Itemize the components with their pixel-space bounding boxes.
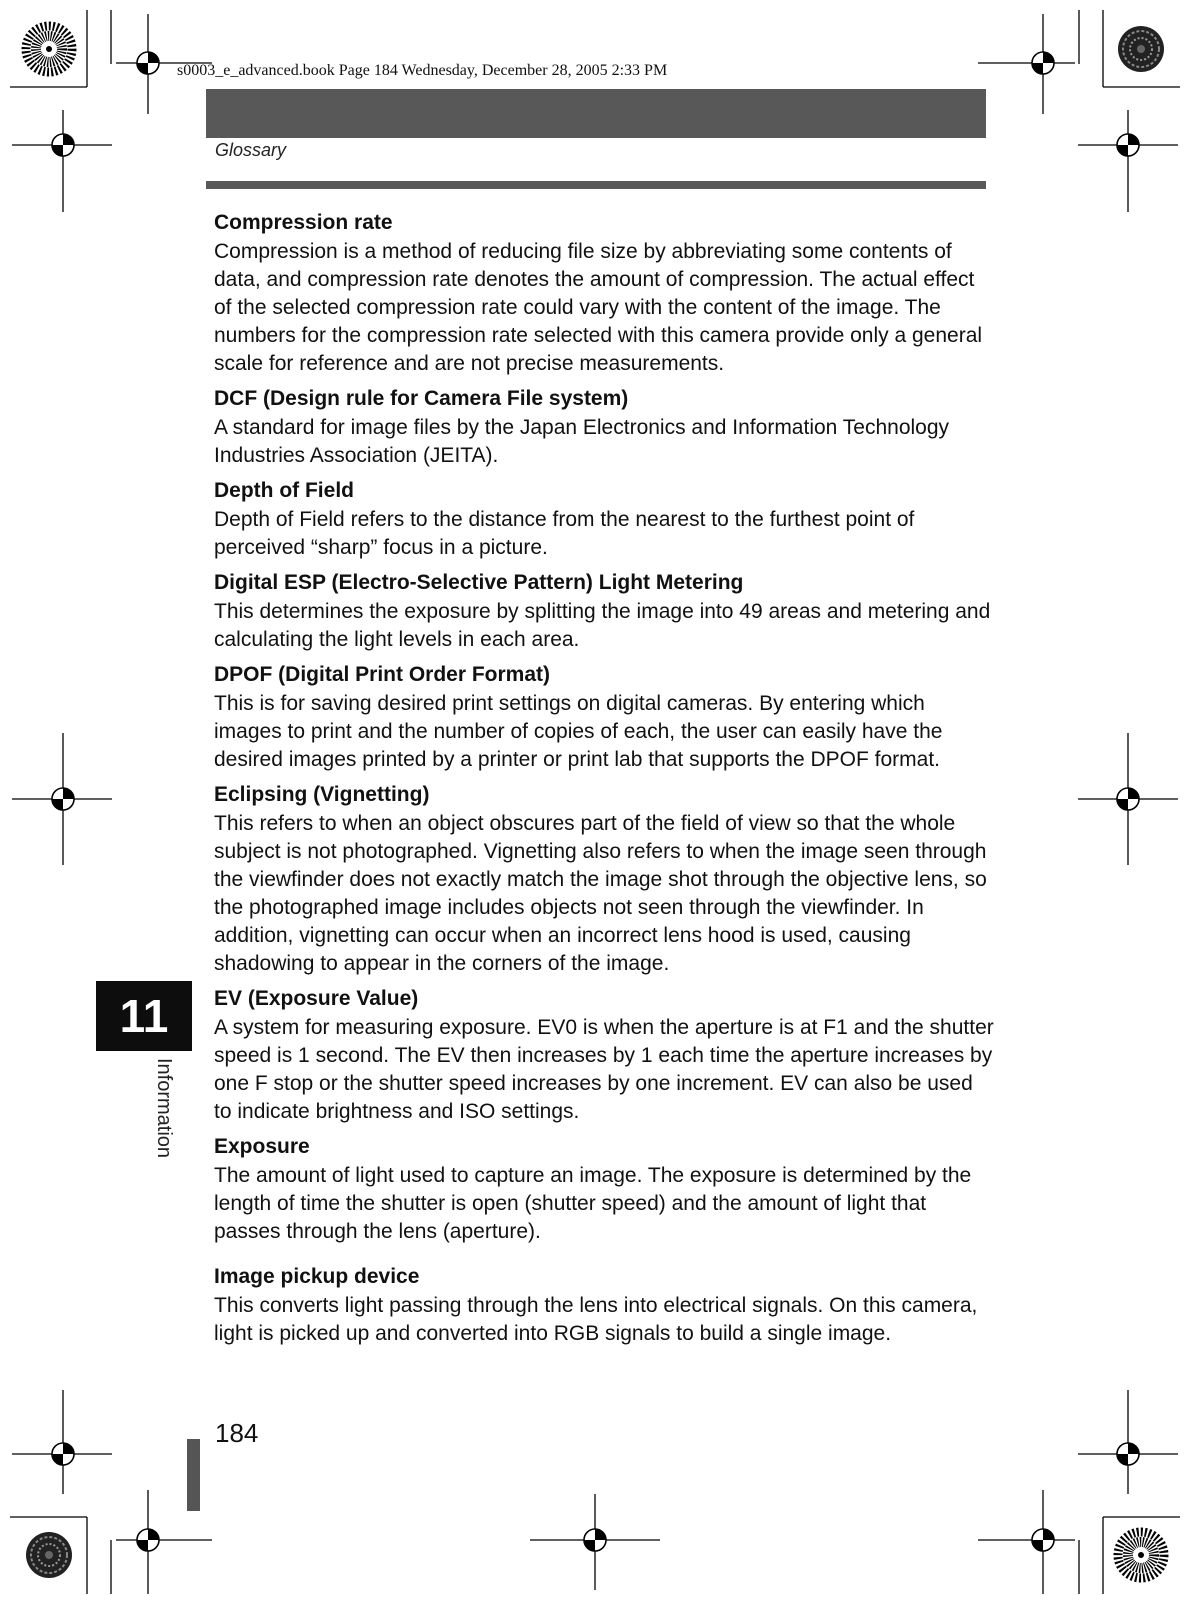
slug-line: s0003_e_advanced.book Page 184 Wednesday, December 28, 2005 2:33 PM <box>177 62 668 79</box>
section-title: Glossary <box>215 140 287 160</box>
page-number-bar <box>187 1439 200 1511</box>
glossary-term: Depth of Field <box>214 479 354 502</box>
glossary-entry <box>214 477 994 562</box>
glossary-term: Compression rate <box>214 211 393 234</box>
glossary-definition: Depth of Field refers to the distance from the nearest to the furthest point of perceived “sharp” focus in a picture. <box>214 508 915 559</box>
chapter-tab-label: Information <box>153 1058 175 1159</box>
glossary-definition: This determines the exposure by splitting the image into 49 areas and metering and calculating the light levels in each area. <box>214 600 991 651</box>
glossary-term: DPOF (Digital Print Order Format) <box>214 663 551 686</box>
glossary-entry <box>214 569 994 654</box>
chapter-tab-number: 11 <box>96 981 192 1051</box>
glossary-entry <box>214 385 994 470</box>
glossary-term: EV (Exposure Value) <box>214 987 419 1010</box>
glossary-definition: This refers to when an object obscures part of the field of view so that the whole subject is not photographed. Vignetting also refers to when the image seen through the viewfinder does not exactly match the image shot through the objective lens, so the photographed image includes objects not seen through the viewfinder. In addition, vignetting can occur when an incorrect lens hood is used, causing shadowing to appear in the corners of the image. <box>214 812 987 975</box>
header-band <box>206 89 986 138</box>
glossary-entry <box>214 781 994 978</box>
glossary-definition: Compression is a method of reducing file size by abbreviating some contents of data, and compression rate denotes the amount of compression. The actual effect of the selected compression rate could vary with the content of the image. The numbers for the compression rate selected with this camera provide only a general scale for reference and are not precise measurements. <box>214 240 983 375</box>
glossary-entry <box>214 985 994 1126</box>
glossary-definition: This converts light passing through the lens into electrical signals. On this camera, light is picked up and converted into RGB signals to build a single image. <box>214 1294 978 1345</box>
page-number: 184 <box>215 1418 259 1448</box>
glossary-content <box>214 209 994 1355</box>
glossary-definition: A system for measuring exposure. EV0 is when the aperture is at F1 and the shutter speed is 1 second. The EV then increases by 1 each time the aperture increases by one F stop or the shutter speed increases by one increment. EV can also be used to indicate brightness and ISO settings. <box>214 1016 994 1123</box>
header-rule <box>206 181 986 189</box>
glossary-term: Eclipsing (Vignetting) <box>214 783 430 806</box>
glossary-term: Digital ESP (Electro-Selective Pattern) Light Metering <box>214 571 744 594</box>
glossary-entry <box>214 1263 994 1348</box>
glossary-definition: A standard for image files by the Japan Electronics and Information Technology Industries Association (JEITA). <box>214 416 950 467</box>
glossary-entry <box>214 661 994 774</box>
glossary-entry <box>214 1133 994 1246</box>
glossary-definition: The amount of light used to capture an image. The exposure is determined by the length of time the shutter is open (shutter speed) and the amount of light that passes through the lens (aperture). <box>214 1164 972 1243</box>
glossary-entry <box>214 209 994 378</box>
glossary-definition: This is for saving desired print settings on digital cameras. By entering which images to print and the number of copies of each, the user can easily have the desired images printed by a printer or print lab that supports the DPOF format. <box>214 692 943 771</box>
glossary-term: Image pickup device <box>214 1265 420 1288</box>
glossary-term: Exposure <box>214 1135 310 1158</box>
glossary-term: DCF (Design rule for Camera File system) <box>214 387 629 410</box>
